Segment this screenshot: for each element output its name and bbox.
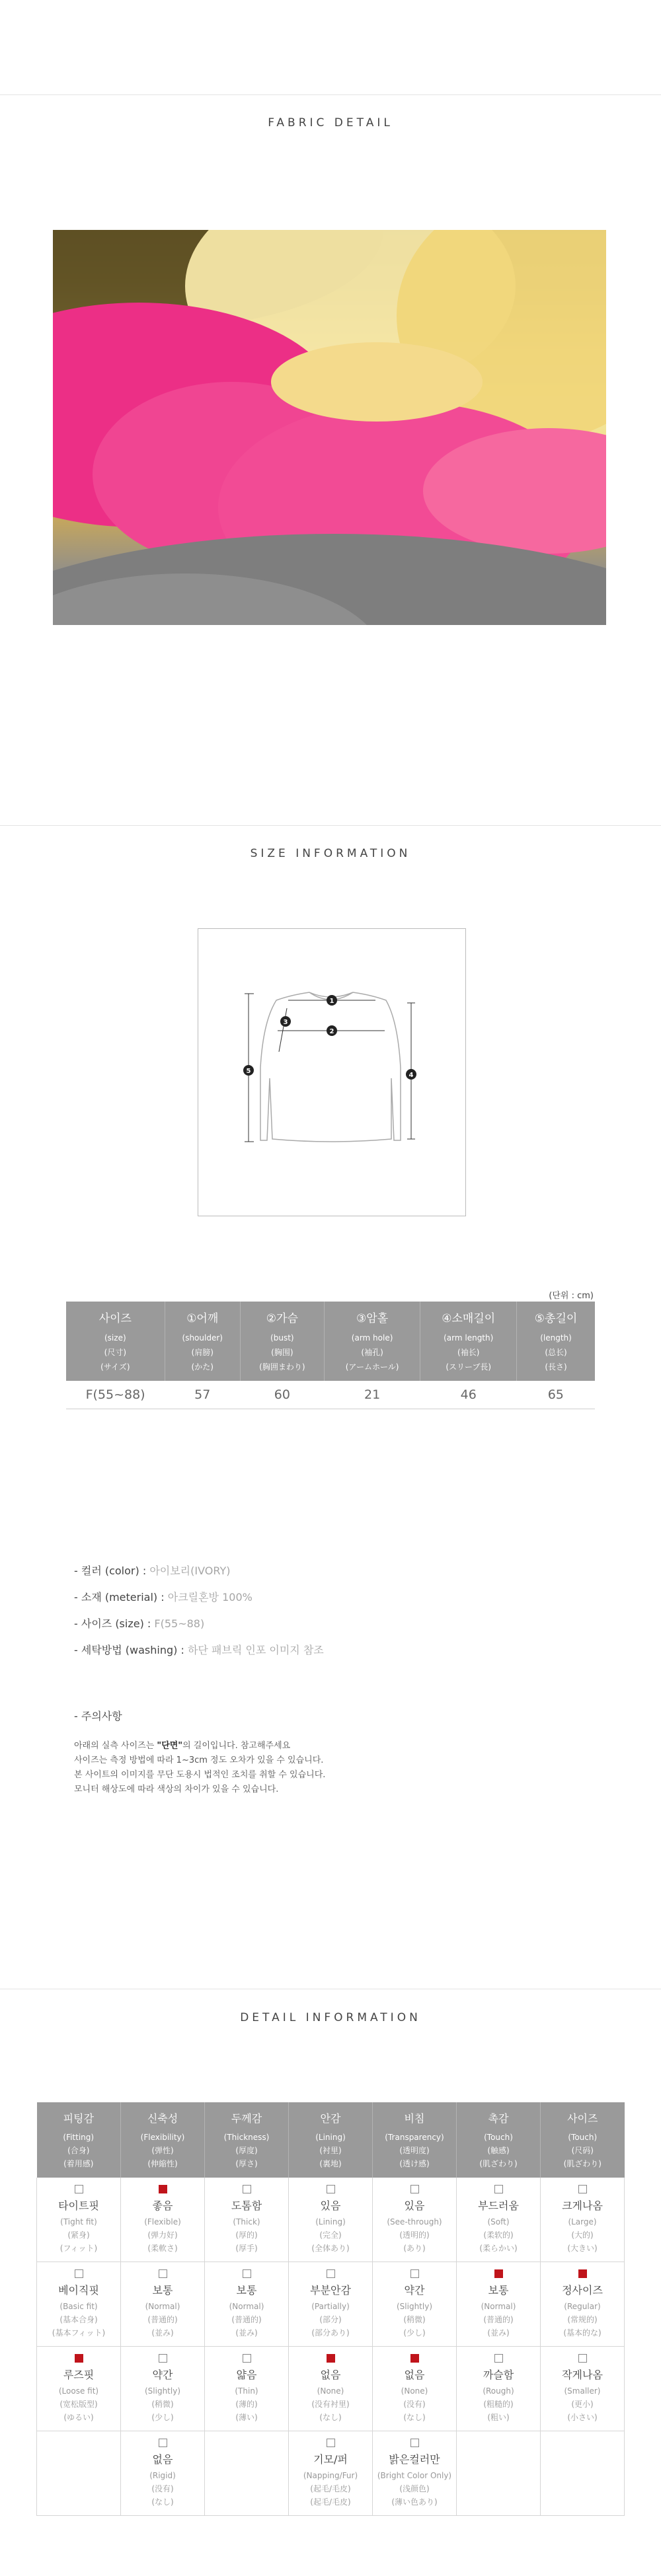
size-header-text: (スリーブ長) <box>446 1362 492 1372</box>
fabric-photo <box>53 230 606 625</box>
option-chinese: (大的) <box>571 2230 594 2240</box>
divider <box>0 825 661 826</box>
detail-cell <box>457 2178 541 2262</box>
detail-header-text: (尺码) <box>571 2145 594 2155</box>
detail-header-text: 피팅감 <box>63 2112 94 2125</box>
size-header-text: ⑤총길이 <box>534 1311 578 1325</box>
detail-header-0 <box>37 2102 121 2178</box>
size-cell: 57 <box>165 1381 240 1409</box>
spec-size: - 사이즈 (size) : F(55~88) <box>74 1617 205 1630</box>
option-japanese: (並み) <box>487 2328 510 2337</box>
detail-cell <box>541 2178 625 2262</box>
option-chinese: (宽松版型) <box>59 2399 98 2409</box>
option-label: 약간 <box>152 2368 173 2381</box>
unchecked-box-icon <box>159 2269 167 2278</box>
option-japanese: (薄い色あり) <box>391 2497 438 2507</box>
fabric-detail-title: FABRIC DETAIL <box>268 116 393 129</box>
option-english: (Normal) <box>229 2301 264 2311</box>
size-header-text: (アームホール) <box>345 1362 399 1372</box>
unchecked-box-icon <box>159 2439 167 2447</box>
option-english: (Large) <box>568 2217 597 2226</box>
caution-line: 모니터 해상도에 따라 색상의 차이가 있을 수 있습니다. <box>74 1785 279 1794</box>
detail-header-text: 안감 <box>320 2112 341 2125</box>
option-japanese: (フィット) <box>59 2243 98 2253</box>
size-header-text: (size) <box>104 1333 126 1343</box>
checked-box-icon <box>159 2185 167 2193</box>
detail-header-1 <box>121 2102 205 2178</box>
detail-header-5 <box>457 2102 541 2178</box>
option-english: (Normal) <box>145 2301 180 2311</box>
detail-header-text: (Fitting) <box>63 2132 95 2142</box>
option-chinese: (常规的) <box>567 2314 598 2324</box>
table-row <box>66 1381 595 1409</box>
caution-line: 사이즈는 측정 방법에 따라 1~3cm 정도 오차가 있을 수 있습니다. <box>74 1755 324 1765</box>
detail-header-text: (厚さ) <box>235 2158 258 2168</box>
option-chinese: (完全) <box>319 2230 342 2240</box>
detail-header-text: (触感) <box>487 2145 510 2155</box>
detail-header-text: 두께감 <box>231 2112 262 2125</box>
caution-line: 아래의 실측 사이즈는 "단면"의 길이입니다. 참고해주세요 <box>74 1741 291 1751</box>
option-chinese: (浅颜色) <box>399 2484 430 2493</box>
option-chinese: (普通的) <box>483 2314 514 2324</box>
option-chinese: (部分) <box>319 2314 342 2324</box>
detail-header-2 <box>205 2102 289 2178</box>
size-header-text: ③암홀 <box>356 1311 389 1325</box>
option-english: (Bright Color Only) <box>377 2470 452 2480</box>
marker-1-label: 1 <box>329 998 334 1005</box>
unchecked-box-icon <box>243 2354 251 2363</box>
size-cell: 21 <box>324 1381 420 1409</box>
product-specs <box>74 1563 324 1669</box>
detail-cell <box>37 2431 121 2516</box>
size-header-text: (length) <box>540 1333 572 1343</box>
size-header-1 <box>165 1302 240 1381</box>
size-cell: F(55~88) <box>66 1381 165 1409</box>
marker-4-label: 4 <box>408 1072 414 1079</box>
unchecked-box-icon <box>578 2354 587 2363</box>
unchecked-box-icon <box>327 2185 335 2193</box>
option-chinese: (稍微) <box>403 2314 426 2324</box>
detail-header-4 <box>373 2102 457 2178</box>
option-japanese: (起毛/毛皮) <box>310 2497 351 2507</box>
option-japanese: (小さい) <box>567 2412 598 2422</box>
option-japanese: (部分あり) <box>311 2328 350 2337</box>
unchecked-box-icon <box>75 2269 83 2278</box>
option-japanese: (粗い) <box>487 2412 510 2422</box>
table-row <box>37 2178 625 2262</box>
table-row <box>37 2262 625 2347</box>
detail-header-text: (Transparency) <box>385 2132 444 2142</box>
detail-cell <box>205 2347 289 2431</box>
option-english: (Regular) <box>564 2301 601 2311</box>
detail-cell <box>205 2178 289 2262</box>
detail-cell <box>457 2262 541 2347</box>
size-header-text: (袖长) <box>457 1347 480 1357</box>
option-japanese: (基本的な) <box>563 2328 602 2337</box>
option-label: 보통 <box>488 2283 509 2297</box>
option-label: 부드러움 <box>478 2199 519 2212</box>
option-chinese: (没有) <box>151 2484 174 2493</box>
option-english: (None) <box>401 2386 428 2396</box>
table-row <box>37 2431 625 2516</box>
detail-table <box>36 2102 625 2516</box>
detail-cell <box>373 2178 457 2262</box>
option-label: 까슬함 <box>483 2368 514 2381</box>
option-japanese: (大きい) <box>567 2243 598 2253</box>
detail-cell <box>541 2262 625 2347</box>
checked-box-icon <box>327 2354 335 2363</box>
unchecked-box-icon <box>410 2269 419 2278</box>
detail-cell <box>373 2262 457 2347</box>
spec-washing: - 세탁방법 (washing) : 하단 패브릭 인포 이미지 참조 <box>74 1644 324 1656</box>
size-header-text: (arm hole) <box>351 1333 393 1343</box>
unchecked-box-icon <box>494 2185 503 2193</box>
detail-cell <box>121 2262 205 2347</box>
option-english: (Rough) <box>483 2386 514 2396</box>
detail-cell <box>289 2178 373 2262</box>
option-label: 약간 <box>404 2283 425 2297</box>
detail-information-title: DETAIL INFORMATION <box>240 2011 421 2024</box>
size-header-0 <box>66 1302 165 1381</box>
size-header-text: (arm length) <box>444 1333 494 1343</box>
detail-header-text: (透明度) <box>399 2145 430 2155</box>
option-english: (Normal) <box>481 2301 516 2311</box>
detail-cell <box>373 2347 457 2431</box>
size-header-3 <box>324 1302 420 1381</box>
table-row <box>37 2347 625 2431</box>
detail-header-text: 비침 <box>404 2112 425 2125</box>
option-english: (Rigid) <box>149 2470 176 2480</box>
size-cell: 46 <box>420 1381 517 1409</box>
option-label: 없음 <box>404 2368 425 2381</box>
spec-color: - 컬러 (color) : 아이보리(IVORY) <box>74 1564 231 1577</box>
option-chinese: (没有衬里) <box>311 2399 350 2409</box>
unchecked-box-icon <box>410 2439 419 2447</box>
spec-material: - 소재 (meterial) : 아크릴혼방 100% <box>74 1591 253 1603</box>
option-english: (Smaller) <box>564 2386 601 2396</box>
size-header-text: 사이즈 <box>98 1311 132 1325</box>
option-label: 도톰함 <box>231 2199 262 2212</box>
option-label: 밝은컬러만 <box>389 2452 440 2466</box>
detail-cell <box>121 2431 205 2516</box>
option-chinese: (薄的) <box>235 2399 258 2409</box>
unchecked-box-icon <box>159 2354 167 2363</box>
detail-cell <box>457 2431 541 2516</box>
option-label: 보통 <box>152 2283 173 2297</box>
option-chinese: (紧身) <box>67 2230 90 2240</box>
unchecked-box-icon <box>327 2439 335 2447</box>
detail-cell <box>289 2431 373 2516</box>
detail-cell <box>541 2431 625 2516</box>
option-japanese: (少し) <box>151 2412 174 2422</box>
option-japanese: (薄い) <box>235 2412 258 2422</box>
detail-header-text: (裏地) <box>319 2158 342 2168</box>
size-header-4 <box>420 1302 517 1381</box>
option-japanese: (少し) <box>403 2328 426 2337</box>
size-header-text: (長さ) <box>545 1362 567 1372</box>
marker-2-label: 2 <box>329 1028 334 1035</box>
option-english: (Slightly) <box>396 2301 432 2311</box>
detail-header-text: (Touch) <box>484 2132 513 2142</box>
option-english: (Flexible) <box>144 2217 181 2226</box>
detail-header-6 <box>541 2102 625 2178</box>
detail-cell <box>205 2431 289 2516</box>
size-header-text: (胸围) <box>271 1347 293 1357</box>
detail-cell <box>37 2347 121 2431</box>
option-chinese: (基本合身) <box>59 2314 98 2324</box>
caution-notes <box>74 1708 590 1797</box>
detail-header-text: (合身) <box>67 2145 90 2155</box>
option-label: 보통 <box>236 2283 257 2297</box>
option-label: 크게나옴 <box>562 2199 603 2212</box>
size-header-text: (尺寸) <box>104 1347 127 1357</box>
caution-line: 본 사이트의 이미지를 무단 도용시 법적인 조치를 취할 수 있습니다. <box>74 1770 326 1780</box>
option-english: (Tight fit) <box>60 2217 97 2226</box>
detail-header-text: (肌ざわり) <box>563 2158 602 2168</box>
size-cell: 65 <box>517 1381 595 1409</box>
option-japanese: (柔らかい) <box>479 2243 518 2253</box>
unchecked-box-icon <box>327 2269 335 2278</box>
unchecked-box-icon <box>410 2185 419 2193</box>
detail-cell <box>541 2347 625 2431</box>
option-chinese: (厚的) <box>235 2230 258 2240</box>
detail-header-text: (衬里) <box>319 2145 342 2155</box>
detail-header-text: (Flexibility) <box>140 2132 185 2142</box>
size-header-text: (bust) <box>270 1333 294 1343</box>
detail-header-text: 신축성 <box>147 2112 178 2125</box>
option-japanese: (柔軟さ) <box>147 2243 178 2253</box>
size-header-5 <box>517 1302 595 1381</box>
option-label: 정사이즈 <box>562 2283 603 2297</box>
detail-header-text: (伸縮性) <box>147 2158 178 2168</box>
option-label: 베이직핏 <box>58 2283 99 2297</box>
size-header-text: (总长) <box>545 1347 567 1357</box>
size-cell: 60 <box>240 1381 324 1409</box>
option-chinese: (普通的) <box>231 2314 262 2324</box>
detail-header-text: (弹性) <box>151 2145 174 2155</box>
option-chinese: (粗糙的) <box>483 2399 514 2409</box>
detail-header-text: 촉감 <box>488 2112 509 2125</box>
size-header-text: ①어깨 <box>186 1311 219 1325</box>
option-chinese: (更小) <box>571 2399 594 2409</box>
unchecked-box-icon <box>75 2185 83 2193</box>
option-english: (None) <box>317 2386 344 2396</box>
option-english: (Basic fit) <box>59 2301 98 2311</box>
option-english: (Slightly) <box>144 2386 180 2396</box>
sweater-outline <box>198 929 465 1216</box>
size-header-text: (shoulder) <box>182 1333 223 1343</box>
detail-cell <box>373 2431 457 2516</box>
option-label: 작게나옴 <box>562 2368 603 2381</box>
unit-label: (단위 : cm) <box>549 1291 594 1301</box>
size-header-text: (サイズ) <box>100 1362 130 1372</box>
unchecked-box-icon <box>494 2354 503 2363</box>
option-chinese: (柔软的) <box>483 2230 514 2240</box>
detail-cell <box>121 2347 205 2431</box>
marker-3-label: 3 <box>283 1019 288 1026</box>
size-header-text: (肩膀) <box>191 1347 214 1357</box>
option-english: (Partially) <box>311 2301 350 2311</box>
option-japanese: (厚手) <box>235 2243 258 2253</box>
size-header-text: (かた) <box>191 1362 214 1372</box>
option-japanese: (なし) <box>319 2412 342 2422</box>
option-english: (Soft) <box>487 2217 510 2226</box>
option-japanese: (並み) <box>235 2328 258 2337</box>
option-japanese: (基本フィット) <box>52 2328 106 2337</box>
detail-cell <box>37 2262 121 2347</box>
size-header-2 <box>240 1302 324 1381</box>
option-japanese: (ゆるい) <box>63 2412 94 2422</box>
detail-header-text: (Touch) <box>568 2132 598 2142</box>
detail-cell <box>289 2347 373 2431</box>
marker-5-label: 5 <box>246 1068 251 1075</box>
option-english: (Lining) <box>315 2217 346 2226</box>
size-header-text: (袖孔) <box>361 1347 383 1357</box>
size-table <box>66 1302 595 1409</box>
option-label: 좋음 <box>152 2199 173 2212</box>
size-header-text: ④소매길이 <box>442 1311 496 1325</box>
option-label: 얇음 <box>236 2368 257 2381</box>
option-japanese: (並み) <box>151 2328 174 2337</box>
unchecked-box-icon <box>243 2269 251 2278</box>
option-label: 없음 <box>320 2368 341 2381</box>
detail-header-text: (着用感) <box>63 2158 94 2168</box>
checked-box-icon <box>494 2269 503 2278</box>
size-information-title: SIZE INFORMATION <box>250 847 411 860</box>
option-chinese: (稍微) <box>151 2399 174 2409</box>
option-label: 있음 <box>404 2199 425 2212</box>
detail-cell <box>121 2178 205 2262</box>
option-english: (Thick) <box>233 2217 260 2226</box>
size-diagram <box>198 928 466 1216</box>
option-chinese: (没有) <box>403 2399 426 2409</box>
option-label: 부분안감 <box>310 2283 351 2297</box>
detail-cell <box>457 2347 541 2431</box>
option-chinese: (起毛/毛皮) <box>310 2484 351 2493</box>
detail-header-3 <box>289 2102 373 2178</box>
detail-header-text: (厚度) <box>235 2145 258 2155</box>
option-japanese: (なし) <box>403 2412 426 2422</box>
option-english: (Loose fit) <box>58 2386 99 2396</box>
option-english: (Napping/Fur) <box>303 2470 358 2480</box>
option-english: (Thin) <box>235 2386 258 2396</box>
option-japanese: (全体あり) <box>311 2243 350 2253</box>
detail-cell <box>289 2262 373 2347</box>
detail-cell <box>205 2262 289 2347</box>
option-label: 루즈핏 <box>63 2368 95 2381</box>
detail-header-text: (Lining) <box>315 2132 346 2142</box>
option-chinese: (透明的) <box>399 2230 430 2240</box>
option-english: (See-through) <box>387 2217 442 2226</box>
option-chinese: (弹力好) <box>147 2230 178 2240</box>
option-label: 있음 <box>320 2199 341 2212</box>
unchecked-box-icon <box>578 2185 587 2193</box>
unchecked-box-icon <box>243 2185 251 2193</box>
option-japanese: (あり) <box>403 2243 426 2253</box>
size-header-text: (胸囲まわり) <box>259 1362 305 1372</box>
size-header-text: ②가슴 <box>266 1311 298 1325</box>
caution-heading: - 주의사항 <box>74 1710 122 1722</box>
detail-cell <box>37 2178 121 2262</box>
option-chinese: (普通的) <box>147 2314 178 2324</box>
divider <box>0 94 661 95</box>
option-label: 없음 <box>152 2452 173 2466</box>
detail-header-text: (Thickness) <box>223 2132 270 2142</box>
option-label: 타이트핏 <box>58 2199 99 2212</box>
checked-box-icon <box>578 2269 587 2278</box>
checked-box-icon <box>75 2354 83 2363</box>
checked-box-icon <box>410 2354 419 2363</box>
option-label: 기모/퍼 <box>313 2452 348 2466</box>
detail-header-text: (肌ざわり) <box>479 2158 518 2168</box>
detail-header-text: 사이즈 <box>567 2112 598 2125</box>
option-japanese: (なし) <box>151 2497 174 2507</box>
detail-header-text: (透け感) <box>399 2158 430 2168</box>
